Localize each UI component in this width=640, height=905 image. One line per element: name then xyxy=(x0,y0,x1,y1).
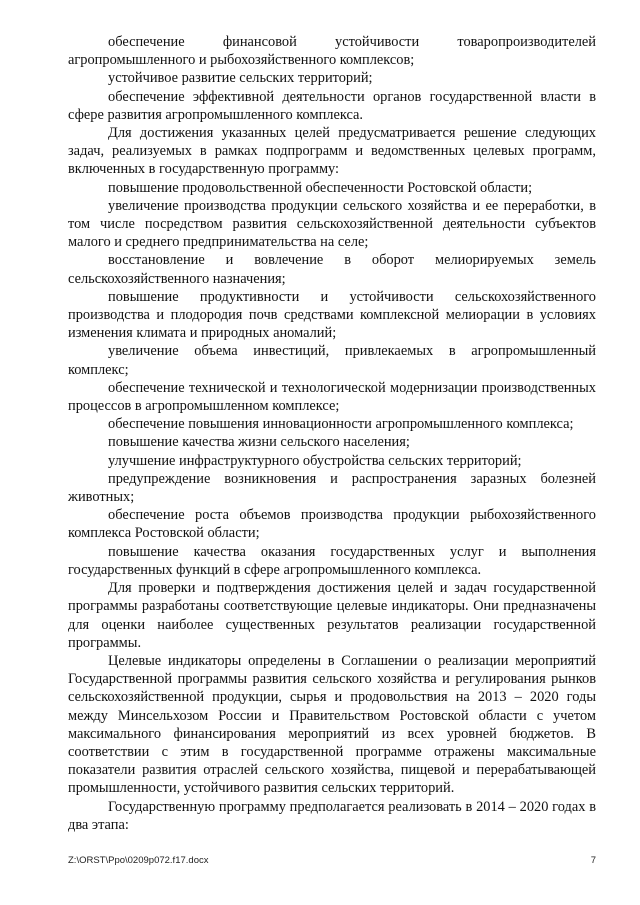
paragraph: Для проверки и подтверждения достижения целей и задач государственной программы разработаны соответствующие целевые индикаторы. Они предназначены для оценки наиболее существенных результатов реализации государственной программы. xyxy=(68,580,596,651)
paragraph: устойчивое развитие сельских территорий; xyxy=(108,70,373,87)
paragraph: обеспечение роста объемов производства продукции рыбохозяйственного комплекса Ростовской области; xyxy=(68,507,596,542)
file-path: Z:\ORST\Ppo\0209p072.f17.docx xyxy=(68,855,209,866)
paragraph: обеспечение повышения инновационности агропромышленного комплекса; xyxy=(108,416,574,433)
paragraph: увеличение объема инвестиций, привлекаемых в агропромышленный комплекс; xyxy=(68,343,596,378)
paragraph: увеличение производства продукции сельского хозяйства и ее переработки, в том числе посредством развития сельскохозяйственной деятельности субъектов малого и среднего предпринимательства на селе; xyxy=(68,197,596,251)
paragraph: восстановление и вовлечение в оборот мелиорируемых земель сельскохозяйственного назначения; xyxy=(68,252,596,287)
paragraph: Государственную программу предполагается реализовать в 2014 – 2020 годах в два этапа: xyxy=(68,798,596,833)
paragraph: предупреждение возникновения и распространения заразных болезней животных; xyxy=(68,470,596,506)
paragraph: обеспечение эффективной деятельности органов государственной власти в сфере развития агропромышленного комплекса. xyxy=(68,88,596,123)
paragraph: повышение качества жизни сельского населения; xyxy=(108,434,410,451)
paragraph: повышение качества оказания государственных услуг и выполнения государственных функций в сфере агропромышленного комплекса. xyxy=(68,543,596,578)
paragraph: улучшение инфраструктурного обустройства сельских территорий; xyxy=(108,452,522,469)
document-body xyxy=(68,33,596,834)
paragraph: повышение продовольственной обеспеченности Ростовской области; xyxy=(108,179,533,196)
page-number: 7 xyxy=(590,855,596,866)
paragraph: обеспечение финансовой устойчивости товаропроизводителей агропромышленного и рыбохозяйственного комплексов; xyxy=(68,34,596,69)
paragraph: Для достижения указанных целей предусматривается решение следующих задач, реализуемых в рамках подпрограмм и ведомственных целевых программ, включенных в государственную программу: xyxy=(68,125,596,178)
paragraph: Целевые индикаторы определены в Соглашении о реализации мероприятий Государственной программы развития сельского хозяйства и регулирования рынков сельскохозяйственной продукции, сырья и продовольствия на 2013 – 2020 годы между Минсельхозом России и Правительством Ростовской области с учетом максимального финансирования мероприятий из всех уровней бюджетов. В соответствии с этим в государственной программе отражены максимальные показатели развития отраслей сельского хозяйства, пищевой и перерабатывающей промышленности, устойчивого развития сельских территорий. xyxy=(68,652,596,797)
paragraph: повышение продуктивности и устойчивости сельскохозяйственного производства и плодородия почв средствами комплексной мелиорации в условиях изменения климата и природных аномалий; xyxy=(68,288,596,342)
paragraph: обеспечение технической и технологической модернизации производственных процессов в агропромышленном комплексе; xyxy=(68,379,596,415)
